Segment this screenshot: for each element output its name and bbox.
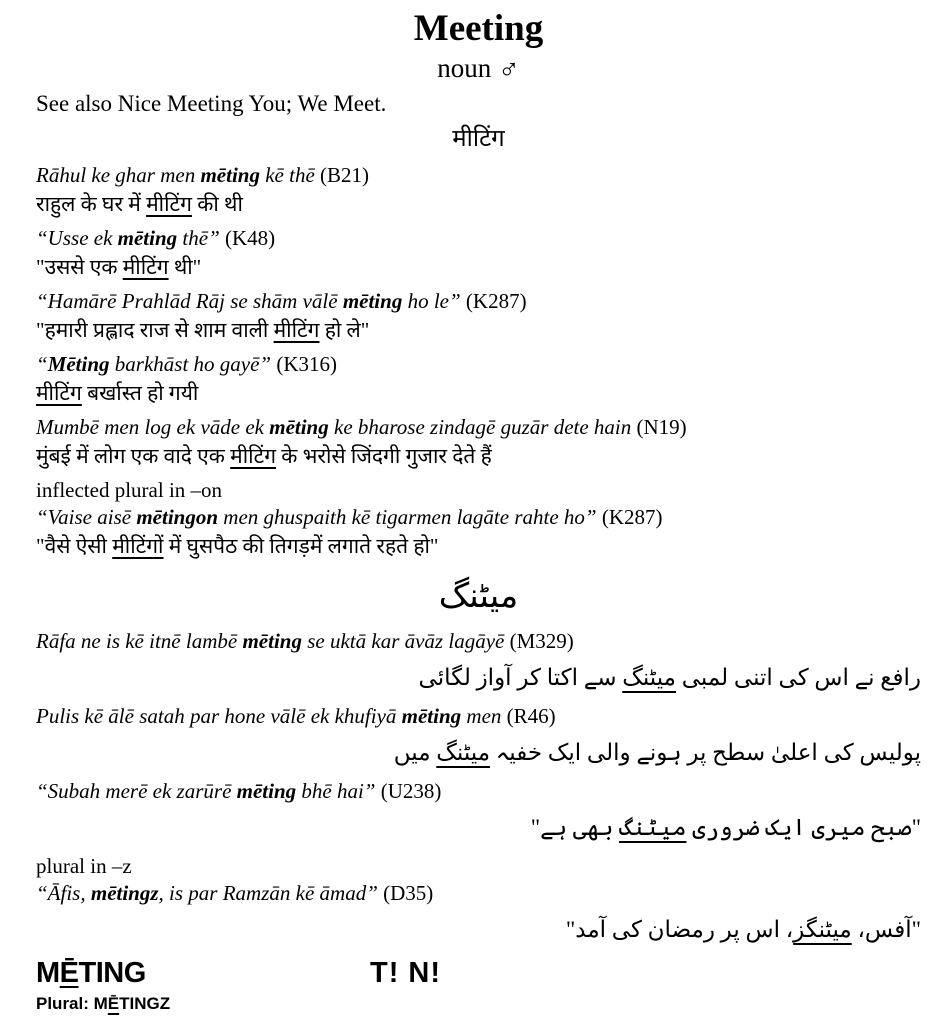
hindi-line <box>36 252 921 283</box>
headword-hindi: मीटिंगों <box>112 534 164 558</box>
hindi-pre: "उससे एक <box>36 255 123 279</box>
headword-roman: Mēting <box>47 352 110 376</box>
hindi-post: की थी <box>191 192 243 216</box>
roman-pre: Mumbē men log ek vāde ek <box>36 415 270 439</box>
urdu-headword: میٹنگ <box>438 578 519 615</box>
roman-pre: Pulis kē ālē satah par hone vālē ek khufiyā <box>36 704 402 728</box>
roman-pre: “Usse ek <box>36 226 118 250</box>
hindi-example-3 <box>36 288 921 346</box>
hindi-post: के भरोसे जिंदगी गुजार देते हैं <box>276 444 492 468</box>
caps-row <box>36 956 921 990</box>
urdu-post: میں <box>393 740 437 765</box>
headword-roman: mēting <box>401 704 462 728</box>
plural-label: Plural: <box>36 994 94 1013</box>
headword-roman: mētingon <box>136 505 219 529</box>
pos-label: noun <box>437 53 492 83</box>
see-also-note: See also Nice Meeting You; We Meet. <box>36 91 387 116</box>
headword-hindi: मीटिंग <box>36 381 82 405</box>
roman-line <box>36 880 921 907</box>
plural-pre: M <box>93 994 108 1013</box>
headword-hindi: मीटिंग <box>273 318 320 342</box>
caps-macron-e: Ē <box>59 957 79 989</box>
roman-post: , is par Ramzān kē āmad” <box>158 881 384 905</box>
hindi-example-1 <box>36 162 921 220</box>
male-gender-icon: ♂ <box>498 54 520 86</box>
roman-pre: “Subah merē ek zarūrē <box>36 779 237 803</box>
hindi-example-6 <box>36 504 921 562</box>
hindi-post: हो ले" <box>319 318 370 342</box>
headword-roman: mētingz <box>90 881 159 905</box>
urdu-pre: پولیس کی اعلیٰ سطح پر ہونے والی ایک خفیہ <box>490 740 921 765</box>
roman-line <box>36 225 921 252</box>
headword-urdu: میٹنگ <box>622 665 676 690</box>
hindi-line <box>36 441 921 472</box>
roman-post: barkhāst ho gayē” <box>109 352 277 376</box>
source-ref: (K316) <box>276 352 338 376</box>
urdu-line <box>36 737 921 769</box>
headword-roman: mēting <box>117 226 178 250</box>
roman-pre: “Āfis, <box>36 881 91 905</box>
hindi-line <box>36 378 921 409</box>
headword-urdu: میٹنگ <box>436 740 491 765</box>
headword-hindi: मीटिंग <box>122 255 169 279</box>
part-of-speech-line <box>36 50 921 88</box>
roman-post: ho le” <box>402 289 466 313</box>
roman-post: se uktā kar āvāz lagāyē <box>301 629 510 653</box>
urdu-post: بھی ہے" <box>530 815 620 840</box>
urdu-pre: رافع نے اس کی اتنی لمبی <box>675 665 921 690</box>
plural-post: TINGZ <box>119 994 171 1013</box>
hindi-line <box>36 531 921 562</box>
inflected-plural-note: inflected plural in –on <box>36 478 223 502</box>
source-ref: (M329) <box>509 629 574 653</box>
roman-line <box>36 504 921 531</box>
headword-roman: mēting <box>269 415 329 439</box>
plural-row <box>36 993 921 1015</box>
headword-roman: mēting <box>342 289 403 313</box>
plural-z-note: plural in –z <box>36 854 132 878</box>
roman-post: bhē hai” <box>296 779 381 803</box>
roman-pre: Rāfa ne is kē itnē lambē <box>36 629 243 653</box>
urdu-pre: "آفس، <box>851 917 921 942</box>
roman-post: men <box>461 704 507 728</box>
hindi-pre: "वैसे ऐसी <box>36 534 113 558</box>
hindi-pre: "हमारी प्रह्लाद राज से शाम वाली <box>36 318 274 342</box>
roman-line <box>36 628 921 655</box>
headword-roman: mēting <box>200 163 260 187</box>
source-ref: (K287) <box>601 505 663 529</box>
headword-urdu: میٹنگز <box>793 917 852 942</box>
roman-line <box>36 414 921 441</box>
source-ref: (K287) <box>465 289 527 313</box>
urdu-line <box>36 812 921 844</box>
roman-post: ke bharose zindagē guzār dete hain <box>328 415 637 439</box>
entry-title: Meeting <box>413 8 544 49</box>
roman-line <box>36 351 921 378</box>
headword-caps <box>36 956 370 990</box>
roman-post: kē thē <box>259 163 321 187</box>
source-ref: (N19) <box>636 415 687 439</box>
entry-footer <box>36 956 921 1015</box>
caps-post: TING <box>78 957 146 989</box>
roman-post: thē” <box>177 226 226 250</box>
urdu-example-1 <box>36 628 921 694</box>
headword-hindi: मीटिंग <box>146 192 192 216</box>
roman-pre: “ <box>36 352 48 376</box>
urdu-example-2 <box>36 703 921 769</box>
source-ref: (D35) <box>383 881 434 905</box>
hindi-line <box>36 315 921 346</box>
hindi-example-5 <box>36 414 921 472</box>
hindi-post: थी" <box>168 255 202 279</box>
headword-urdu: میٹنگ <box>619 815 687 840</box>
hindi-example-2 <box>36 225 921 283</box>
hindi-post: बर्खास्त हो गयी <box>81 381 199 405</box>
urdu-line <box>36 914 921 946</box>
roman-line <box>36 778 921 805</box>
urdu-post: ، اس پر رمضان کی آمد" <box>565 917 794 942</box>
urdu-pre: "صبح میری ایک ضروری <box>686 815 921 840</box>
headword-roman: mēting <box>236 779 297 803</box>
hindi-example-4 <box>36 351 921 409</box>
hindi-post: में घुसपैठ की तिगड़में लगाते रहते हो" <box>163 534 439 558</box>
source-ref: (B21) <box>320 163 370 187</box>
source-ref: (K48) <box>225 226 276 250</box>
headword-hindi: मीटिंग <box>230 444 277 468</box>
urdu-post: سے اکتا کر آواز لگائی <box>418 665 623 690</box>
roman-pre: “Hamārē Prahlād Rāj se shām vālē <box>36 289 343 313</box>
source-ref: (U238) <box>380 779 442 803</box>
roman-line <box>36 703 921 730</box>
roman-pre: “Vaise aisē <box>36 505 137 529</box>
urdu-example-4 <box>36 880 921 946</box>
hindi-line <box>36 189 921 220</box>
plural-macron-e: Ē <box>107 994 120 1013</box>
phonetic-caps: T! N! <box>370 957 442 989</box>
urdu-line <box>36 662 921 694</box>
caps-pre: M <box>36 957 60 989</box>
hindi-pre: मुंबई में लोग एक वादे एक <box>36 444 231 468</box>
hindi-headword: मीटिंग <box>452 126 505 152</box>
roman-line <box>36 162 921 189</box>
roman-pre: Rāhul ke ghar men <box>36 163 201 187</box>
source-ref: (R46) <box>506 704 556 728</box>
roman-line <box>36 288 921 315</box>
roman-post: men ghuspaith kē tigarmen lagāte rahte ho” <box>218 505 602 529</box>
hindi-pre: राहुल के घर में <box>36 192 147 216</box>
urdu-example-3 <box>36 778 921 844</box>
headword-roman: mēting <box>242 629 302 653</box>
